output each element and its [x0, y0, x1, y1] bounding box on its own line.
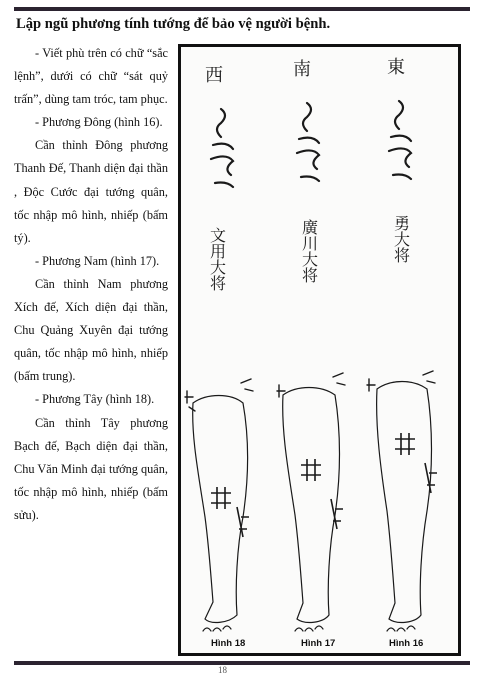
- top-rule: [14, 7, 470, 11]
- leg-figure-17: [283, 388, 340, 632]
- section-heading: Lập ngũ phương tính tướng để bảo vệ người bệnh.: [16, 16, 331, 32]
- talisman-body-glyphs: 廣川大将: [299, 219, 319, 283]
- figure-caption: Hình 16: [389, 638, 424, 649]
- paragraph: - Phương Tây (hình 18).: [35, 392, 155, 407]
- talisman-body-glyphs: 文用大将: [207, 227, 227, 291]
- talisman-body-glyphs: 勇大将: [391, 215, 411, 263]
- body-text: [14, 42, 168, 527]
- page-number: 18: [218, 665, 227, 675]
- bottom-rule: [14, 661, 470, 665]
- talisman-top-glyph: 東: [387, 57, 405, 78]
- figure-caption: Hình 17: [301, 638, 336, 649]
- talisman-illustration: [181, 47, 458, 653]
- talisman-top-glyph: 南: [293, 59, 311, 80]
- paragraph: - Phương Đông (hình 16).: [35, 115, 163, 130]
- figure-frame: [178, 44, 461, 656]
- talisman-top-glyph: 西: [205, 65, 223, 86]
- paragraph: - Phương Nam (hình 17).: [35, 253, 160, 268]
- leg-figure-18: [193, 396, 248, 632]
- paragraph: Cần thỉnh Đông phương Thanh Đế, Thanh diện đại thần , Độc Cước đại tướng quân, tốc nhập mô hình, nhiếp (bấm tý).: [14, 138, 168, 245]
- paragraph: - Viết phù trên có chữ “sắc lệnh”, dưới có chữ “sát quỷ trấn”, dùng tam tróc, tam phục.: [14, 46, 168, 107]
- leg-figure-16: [377, 382, 432, 632]
- paragraph: Cần thỉnh Tây phương Bạch đế, Bạch diện đại thần, Chu Văn Minh đại tướng quân, tốc nhập mô hình, nhiếp (bấm sửu).: [14, 415, 168, 522]
- figure-caption: Hình 18: [211, 638, 246, 649]
- paragraph: Cần thỉnh Nam phương Xích đế, Xích diện đại thần, Chu Quảng Xuyên đại tướng quân, tốc nhập mô hình, nhiếp (bấm trung).: [14, 276, 168, 384]
